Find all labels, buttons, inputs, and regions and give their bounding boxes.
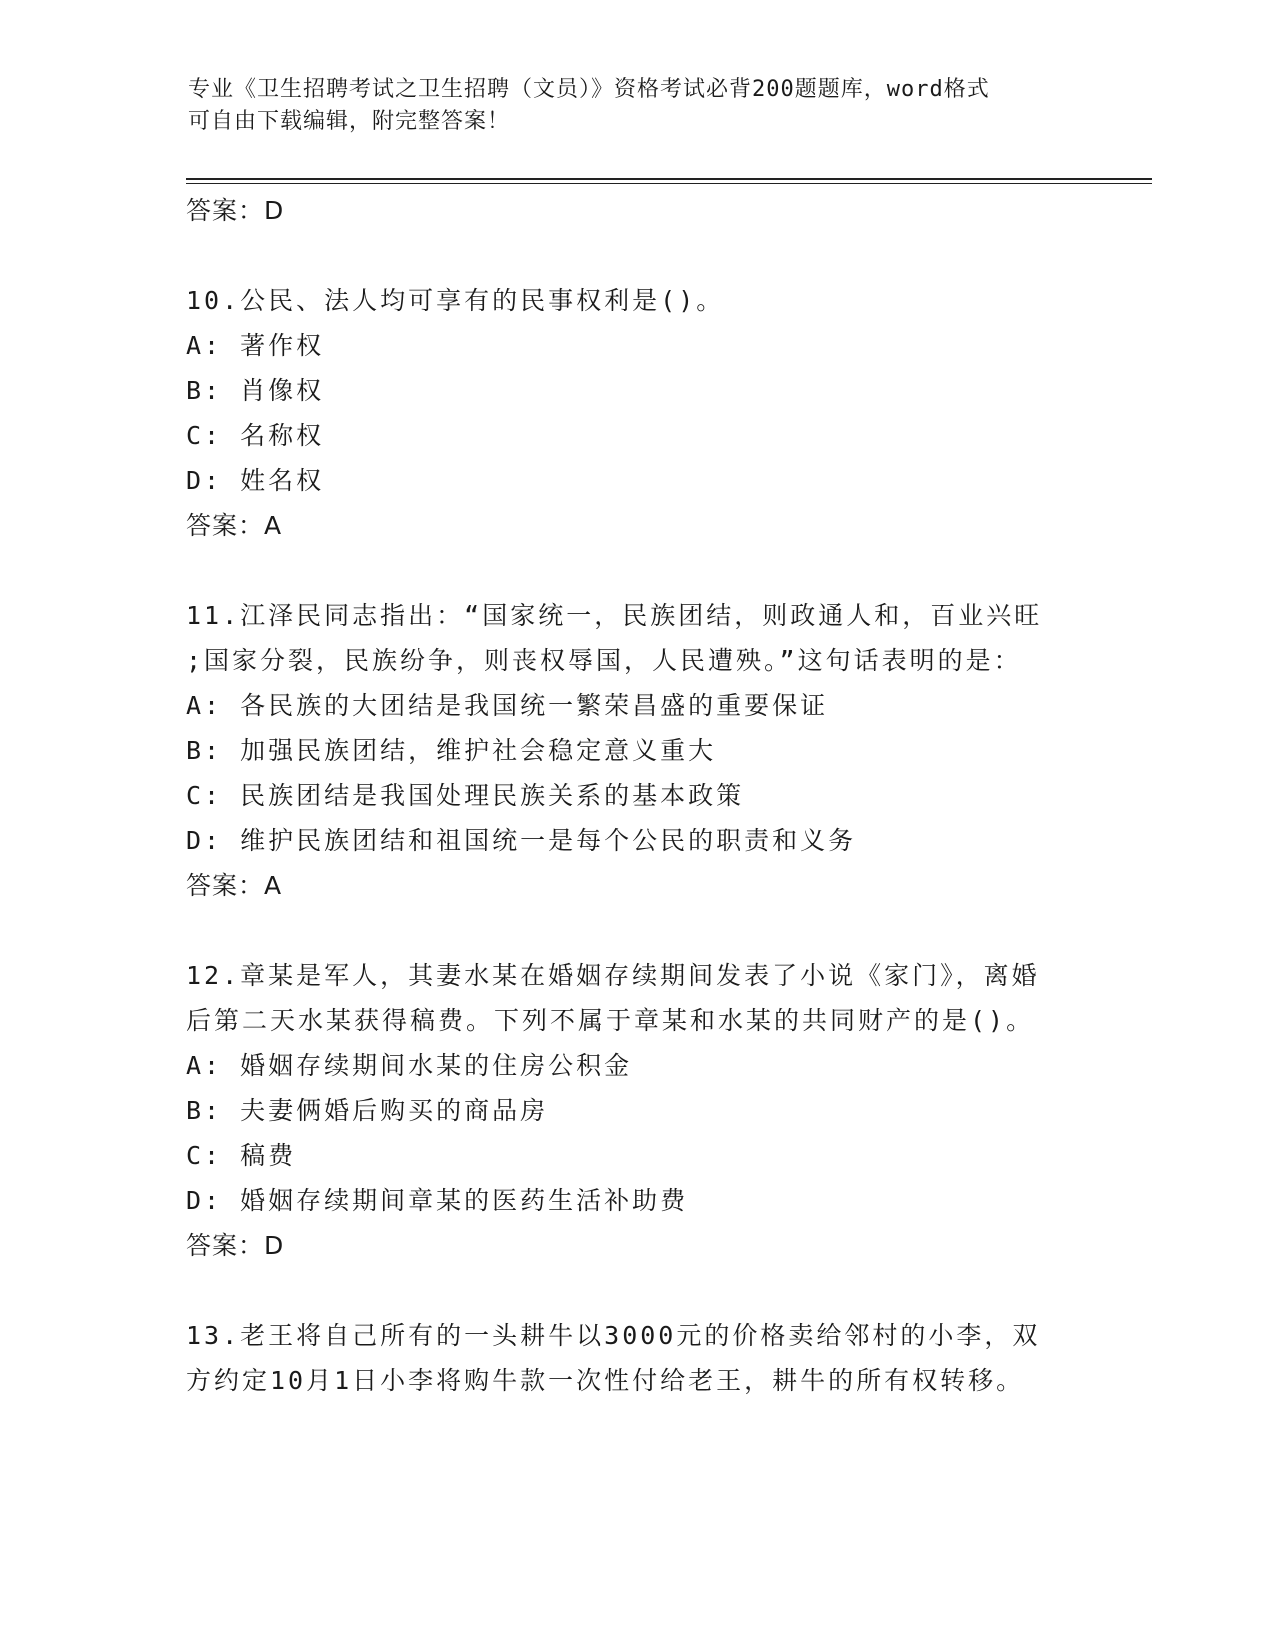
question-block: [186, 953, 1086, 1268]
option-d: D: 维护民族团结和祖国统一是每个公民的职责和义务: [186, 826, 857, 855]
option-d: D: 姓名权: [186, 466, 325, 495]
spacer: [186, 1268, 1086, 1313]
answer-line: 答案：A: [186, 511, 283, 540]
question-block: [186, 1313, 1086, 1403]
header-line-1: 专业《卫生招聘考试之卫生招聘（文员）》资格考试必背200题题库，word格式: [188, 77, 990, 102]
document-header: [188, 74, 1068, 138]
spacer: [186, 908, 1086, 953]
header-rule-thick: [186, 178, 1152, 180]
answer-line: 答案：D: [186, 1231, 285, 1260]
document-body: [186, 188, 1086, 1403]
question-text: 12.章某是军人，其妻水某在婚姻存续期间发表了小说《家门》，离婚: [186, 961, 1040, 990]
option-d: D: 婚姻存续期间章某的医药生活补助费: [186, 1186, 689, 1215]
option-a: A: 婚姻存续期间水某的住房公积金: [186, 1051, 633, 1080]
option-a: A: 著作权: [186, 331, 325, 360]
option-b: B: 肖像权: [186, 376, 325, 405]
header-rule-thin: [186, 183, 1152, 184]
option-b: B: 加强民族团结，维护社会稳定意义重大: [186, 736, 717, 765]
header-line-2: 可自由下载编辑，附完整答案！: [188, 109, 511, 134]
spacer: [186, 233, 1086, 278]
question-text: 方约定10月1日小李将购牛款一次性付给老王，耕牛的所有权转移。: [186, 1366, 1025, 1395]
option-c: C: 稿费: [186, 1141, 297, 1170]
question-text: 11.江泽民同志指出：“国家统一，民族团结，则政通人和，百业兴旺: [186, 601, 1043, 630]
question-block: [186, 593, 1086, 908]
option-a: A: 各民族的大团结是我国统一繁荣昌盛的重要保证: [186, 691, 829, 720]
question-text: ;国家分裂，民族纷争，则丧权辱国，人民遭殃。”这句话表明的是：: [186, 646, 1022, 675]
question-text: 13.老王将自己所有的一头耕牛以3000元的价格卖给邻村的小李，双: [186, 1321, 1041, 1350]
question-block: [186, 278, 1086, 548]
option-b: B: 夫妻俩婚后购买的商品房: [186, 1096, 549, 1125]
spacer: [186, 548, 1086, 593]
option-c: C: 民族团结是我国处理民族关系的基本政策: [186, 781, 745, 810]
answer-line: 答案：A: [186, 871, 283, 900]
answer-line: 答案：D: [186, 196, 285, 225]
question-text: 后第二天水某获得稿费。下列不属于章某和水某的共同财产的是()。: [186, 1006, 1035, 1035]
option-c: C: 名称权: [186, 421, 325, 450]
question-text: 10.公民、法人均可享有的民事权利是()。: [186, 286, 725, 315]
